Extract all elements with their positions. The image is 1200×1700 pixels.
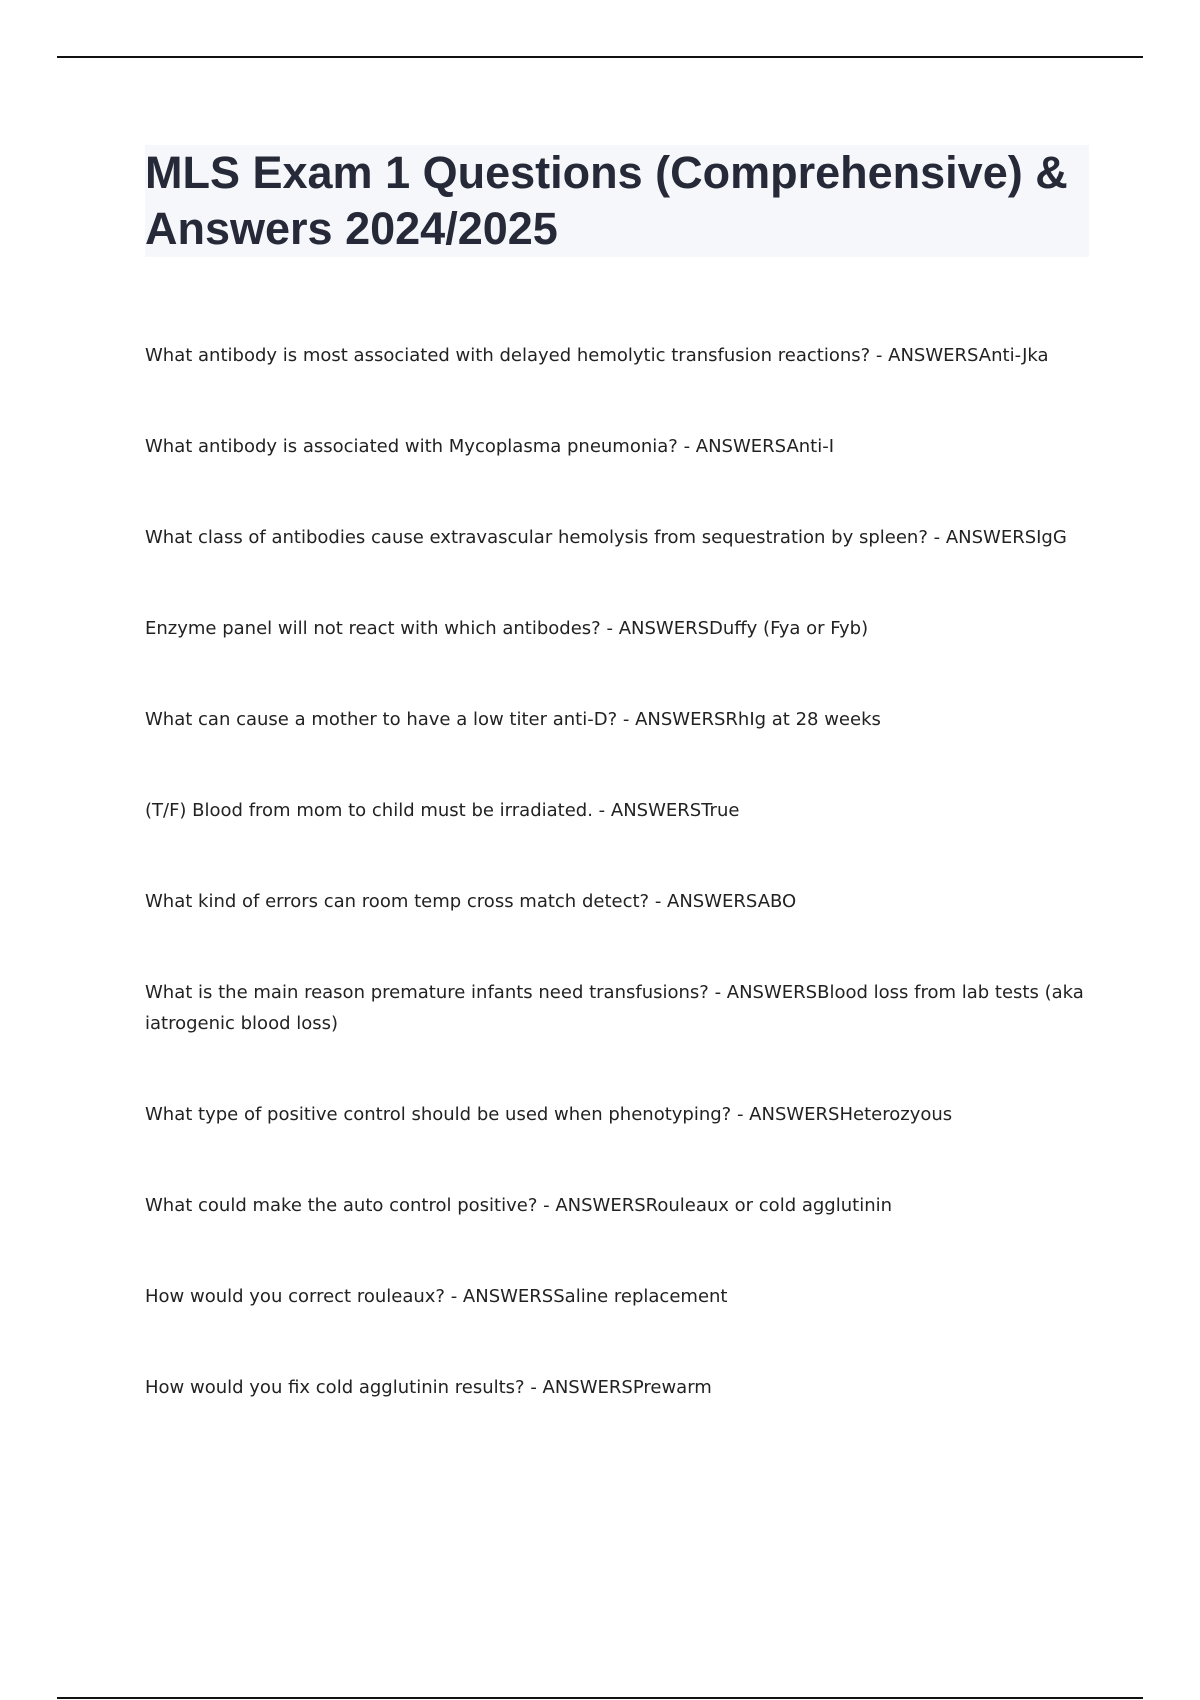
question: Enzyme panel will not react with which antibodes? xyxy=(145,618,601,639)
question: How would you correct rouleaux? xyxy=(145,1286,445,1307)
answer: Duffy (Fya or Fyb) xyxy=(709,618,869,639)
answer-separator: - ANSWERS xyxy=(677,436,787,457)
question: What could make the auto control positive? xyxy=(145,1195,538,1216)
answer: RhIg at 28 weeks xyxy=(725,709,881,730)
qa-item-5 xyxy=(145,704,1090,735)
qa-item-1 xyxy=(145,340,1090,371)
document-title: MLS Exam 1 Questions (Comprehensive) & Answers 2024/2025 xyxy=(145,147,1068,254)
qa-item-2 xyxy=(145,431,1090,462)
answer: Anti-I xyxy=(786,436,835,457)
question: What can cause a mother to have a low titer anti-D? xyxy=(145,709,618,730)
answer-separator: - ANSWERS xyxy=(927,527,1037,548)
question: What antibody is most associated with delayed hemolytic transfusion reactions? xyxy=(145,345,871,366)
question: What type of positive control should be used when phenotyping? xyxy=(145,1104,732,1125)
answer: IgG xyxy=(1036,527,1067,548)
answer: Blood loss from lab tests (aka iatrogenic blood loss) xyxy=(145,982,1084,1034)
answer: Rouleaux or cold agglutinin xyxy=(645,1195,893,1216)
qa-item-11 xyxy=(145,1281,1090,1312)
answer-separator: - ANSWERS xyxy=(444,1286,554,1307)
answer-separator: - ANSWERS xyxy=(649,891,758,912)
answer-separator: - ANSWERS xyxy=(600,618,709,639)
answer: Saline replacement xyxy=(553,1286,728,1307)
answer-separator: - ANSWERS xyxy=(592,800,702,821)
qa-item-12 xyxy=(145,1372,1090,1403)
qa-item-3 xyxy=(145,522,1090,553)
answer: True xyxy=(701,800,740,821)
qa-item-10 xyxy=(145,1190,1090,1221)
qa-item-9 xyxy=(145,1099,1090,1130)
question: What antibody is associated with Mycoplasma pneumonia? xyxy=(145,436,678,457)
answer: Prewarm xyxy=(632,1377,712,1398)
qa-item-4 xyxy=(145,613,1090,644)
answer-separator: - ANSWERS xyxy=(731,1104,840,1125)
question: What kind of errors can room temp cross match detect? xyxy=(145,891,650,912)
qa-item-7 xyxy=(145,886,1090,917)
answer: Heterozyous xyxy=(839,1104,953,1125)
answer-separator: - ANSWERS xyxy=(524,1377,633,1398)
answer-separator: - ANSWERS xyxy=(870,345,979,366)
answer: ABO xyxy=(757,891,797,912)
question: How would you fix cold agglutinin results? xyxy=(145,1377,525,1398)
footer-rule xyxy=(57,1697,1143,1699)
title-block xyxy=(145,145,1089,257)
qa-item-6 xyxy=(145,795,1090,826)
answer: Anti-Jka xyxy=(978,345,1049,366)
answer-separator: - ANSWERS xyxy=(617,709,726,730)
question: (T/F) Blood from mom to child must be irradiated. xyxy=(145,800,593,821)
question: What class of antibodies cause extravascular hemolysis from sequestration by spleen? xyxy=(145,527,928,548)
header-rule xyxy=(57,56,1143,58)
question: What is the main reason premature infants need transfusions? xyxy=(145,982,709,1003)
qa-item-8 xyxy=(145,977,1090,1039)
answer-separator: - ANSWERS xyxy=(537,1195,646,1216)
answer-separator: - ANSWERS xyxy=(708,982,818,1003)
qa-list xyxy=(145,340,1090,1403)
